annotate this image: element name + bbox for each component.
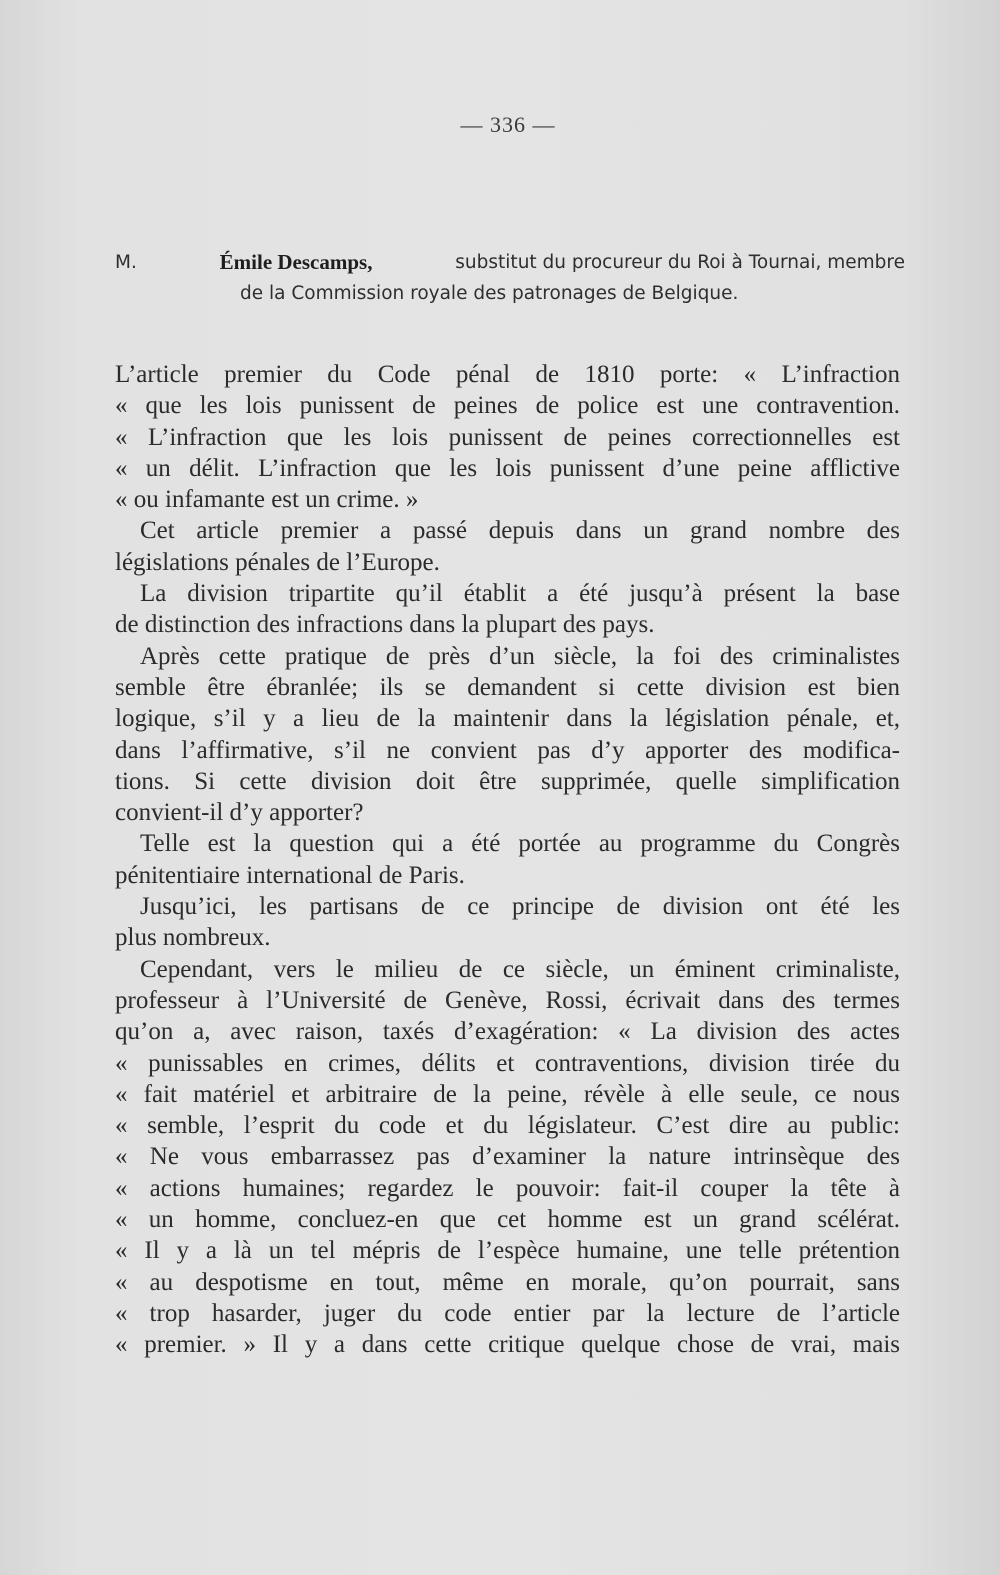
text-line: semble être ébranlée; ils se demandent si cette division est bien (115, 673, 900, 701)
text-line: « Il y a là un tel mépris de l’espèce humaine, une telle prétention (115, 1237, 900, 1265)
text-line: convient-il d’y apporter? (115, 799, 364, 827)
text-line: « trop hasarder, juger du code entier par la lecture de l’article (115, 1299, 900, 1327)
text-line: « semble, l’esprit du code et du législateur. C’est dire au public: (115, 1112, 900, 1140)
text-line: Cependant, vers le milieu de ce siècle, un éminent criminaliste, (140, 955, 900, 983)
text-line: législations pénales de l’Europe. (115, 548, 440, 576)
text-line: « Ne vous embarrassez pas d’examiner la nature intrinsèque des (115, 1143, 900, 1171)
speaker-name: Émile Descamps, (219, 250, 373, 274)
text-line: « actions humaines; regardez le pouvoir: fait-il couper la tête à (115, 1174, 900, 1202)
text-line: La division tripartite qu’il établit a été jusqu’à présent la base (140, 580, 900, 608)
speaker-prefix: M. (115, 252, 137, 273)
text-line: plus nombreux. (115, 924, 271, 952)
text-line: logique, s’il y a lieu de la maintenir dans la législation pénale, et, (115, 705, 900, 733)
text-line: « que les lois punissent de peines de police est une contravention. (115, 392, 900, 420)
text-line: de distinction des infractions dans la plupart des pays. (115, 611, 655, 639)
text-line: Cet article premier a passé depuis dans un grand nombre des (140, 517, 900, 545)
speaker-role-part1: substitut du procureur du Roi à Tournai, membre (455, 252, 905, 273)
text-line: pénitentiaire international de Paris. (115, 861, 465, 889)
text-line: « fait matériel et arbitraire de la peine, révèle à elle seule, ce nous (115, 1080, 900, 1108)
text-line: Telle est la question qui a été portée au programme du Congrès (140, 830, 900, 858)
text-line: « au despotisme en tout, même en morale, qu’on pourrait, sans (115, 1268, 900, 1296)
text-line: Jusqu’ici, les partisans de ce principe de division ont été les (140, 893, 900, 921)
text-line: « un homme, concluez-en que cet homme est un grand scélérat. (115, 1206, 900, 1234)
text-line: dans l’affirmative, s’il ne convient pas d’y apporter des modifica- (115, 736, 900, 764)
text-line: « ou infamante est un crime. » (115, 486, 419, 514)
text-line: « L’infraction que les lois punissent de peines correctionnelles est (115, 423, 900, 451)
text-line: professeur à l’Université de Genève, Rossi, écrivait dans des termes (115, 986, 900, 1014)
text-line: Après cette pratique de près d’un siècle, la foi des criminalistes (140, 642, 900, 670)
text-line: tions. Si cette division doit être supprimée, quelle simplification (115, 767, 900, 795)
speaker-header (115, 247, 905, 309)
body-text (115, 359, 900, 1361)
text-line: « premier. » Il y a dans cette critique quelque chose de vrai, mais (115, 1331, 900, 1359)
text-line: qu’on a, avec raison, taxés d’exagération: « La division des actes (115, 1018, 900, 1046)
text-line: « punissables en crimes, délits et contraventions, division tirée du (115, 1049, 900, 1077)
page-number: — 336 — (460, 112, 556, 137)
text-line: L’article premier du Code pénal de 1810 porte: « L’infraction (115, 361, 900, 388)
speaker-header-line (115, 247, 905, 278)
speaker-role-part2: de la Commission royale des patronages de Belgique. (240, 283, 739, 304)
text-line: « un délit. L’infraction que les lois punissent d’une peine afflictive (115, 454, 900, 482)
